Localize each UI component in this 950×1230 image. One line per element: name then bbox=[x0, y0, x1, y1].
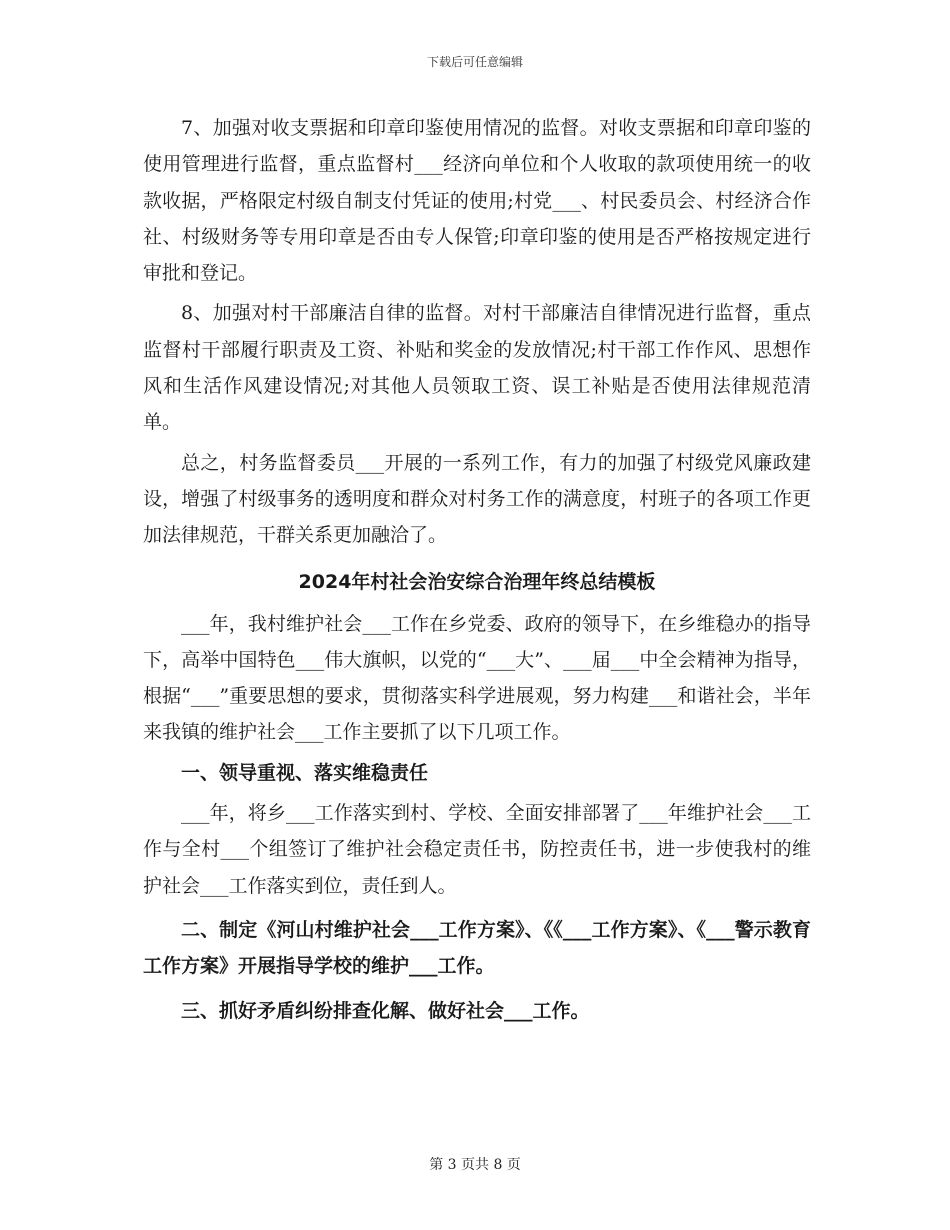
heading-one: 一、领导重视、落实维稳责任 bbox=[181, 761, 429, 784]
document-body bbox=[143, 110, 811, 1029]
paragraph-item-8: 8、加强对村干部廉洁自律的监督。对村干部廉洁自律情况进行监督，重点监督村干部履行职责及工资、补贴和奖金的发放情况;村干部工作作风、思想作风和生活作风建设情况;对其他人员领取工资、误工补贴是否使用法律规范清单。 bbox=[143, 302, 811, 434]
section-title: 2024年村社会治安综合治理年终总结模板 bbox=[298, 570, 656, 593]
paragraph-intro: ___年，我村维护社会___工作在乡党委、政府的领导下，在乡维稳办的指导下，高举中国特色___伟大旗帜，以党的“___大”、___届___中全会精神为指导，根据“___”重要思想的要求，贯彻落实科学进展观，努力构建___和谐社会，半年来我镇的维护社会___工作主要抓了以下几项工作。 bbox=[143, 612, 811, 744]
paragraph-conclusion: 总之，村务监督委员___开展的一系列工作，有力的加强了村级党风廉政建设，增强了村级事务的透明度和群众对村务工作的满意度，村班子的各项工作更加法律规范，干群关系更加融洽了。 bbox=[143, 451, 811, 547]
page-header: 下载后可任意编辑 bbox=[426, 55, 523, 69]
heading-two: 二、制定《河山村维护社会___工作方案》、《《___工作方案》、《___警示教育工作方案》开展指导学校的维护___工作。 bbox=[143, 918, 811, 978]
page-footer: 第 3 页共 8 页 bbox=[429, 1157, 521, 1173]
paragraph-item-7: 7、加强对收支票据和印章印鉴使用情况的监督。对收支票据和印章印鉴的使用管理进行监督，重点监督村___经济向单位和个人收取的款项使用统一的收款收据，严格限定村级自制支付凭证的使用;村党___、村民委员会、村经济合作社、村级财务等专用印章是否由专人保管;印章印鉴的使用是否严格按规定进行审批和登记。 bbox=[143, 117, 811, 285]
paragraph-one: ___年，将乡___工作落实到村、学校、全面安排部署了___年维护社会___工作与全村___个组签订了维护社会稳定责任书，防控责任书，进一步使我村的维护社会___工作落实到位，责任到人。 bbox=[143, 802, 811, 897]
heading-three: 三、抓好矛盾纠纷排查化解、做好社会___工作。 bbox=[181, 999, 590, 1022]
